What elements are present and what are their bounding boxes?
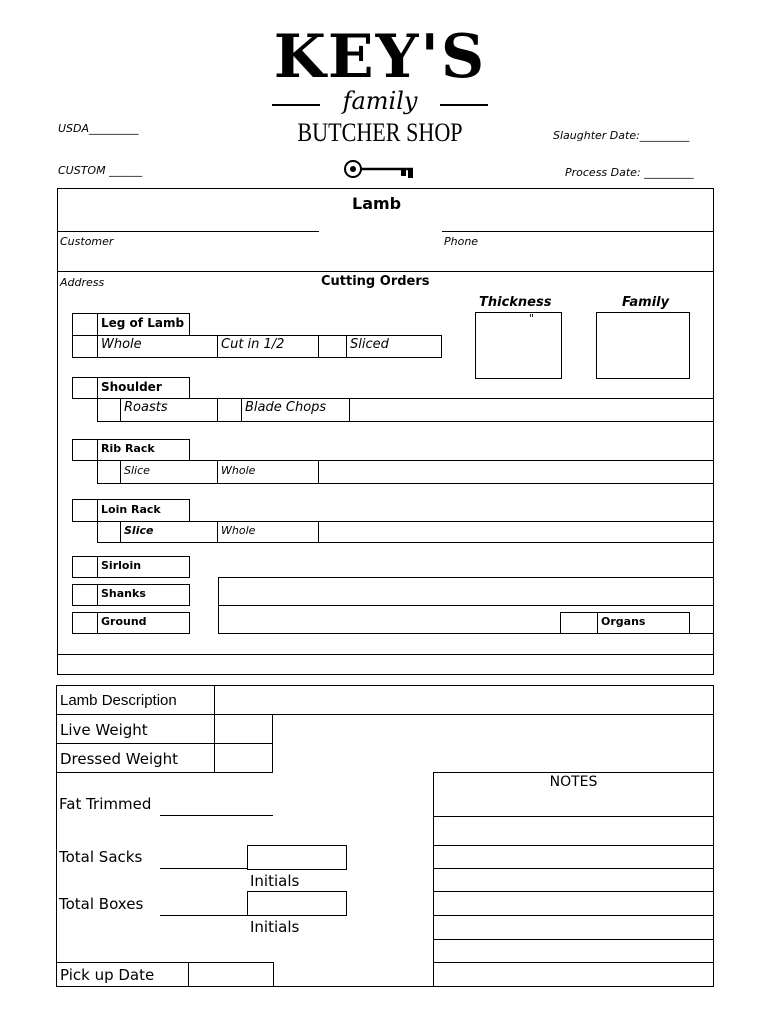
pickup-date-field[interactable] [188, 962, 274, 987]
dressed-weight-label: Dressed Weight [56, 743, 215, 773]
notes-label: NOTES [549, 774, 598, 790]
logo [260, 20, 500, 185]
live-weight-field[interactable] [214, 714, 273, 744]
leg-sliced-option[interactable]: Sliced [346, 335, 442, 358]
slaughter-date-field[interactable]: Slaughter Date:_________ [553, 129, 690, 142]
boxes-initials-label: Initials [250, 918, 300, 936]
total-boxes-line[interactable] [160, 915, 248, 916]
loin-notes[interactable] [318, 521, 714, 543]
shoulder-blade-checkbox[interactable] [217, 398, 242, 422]
rib-notes[interactable] [318, 460, 714, 484]
notes-line-1[interactable] [433, 816, 714, 817]
loin-label: Loin Rack [97, 499, 190, 522]
fat-trimmed-line[interactable] [160, 815, 273, 816]
notes-line-6[interactable] [433, 939, 714, 940]
form-title: Lamb [352, 194, 402, 213]
leg-checkbox[interactable] [72, 313, 98, 336]
phone-label: Phone [444, 235, 479, 248]
rib-label: Rib Rack [97, 439, 190, 461]
leg-sliced-checkbox[interactable] [318, 335, 347, 358]
notes-line-2[interactable] [433, 845, 714, 846]
shoulder-checkbox[interactable] [72, 377, 98, 399]
key-icon [343, 158, 419, 180]
total-sacks-label: Total Sacks [59, 848, 143, 866]
lamb-description-field[interactable] [214, 685, 714, 715]
shoulder-roasts-option[interactable]: Roasts [120, 398, 218, 422]
phone-line[interactable] [442, 231, 714, 232]
pickup-date-label: Pick up Date [56, 962, 189, 987]
loin-checkbox[interactable] [72, 499, 98, 522]
live-weight-label: Live Weight [56, 714, 215, 744]
leg-label: Leg of Lamb [97, 313, 190, 336]
thickness-label: Thickness [479, 295, 552, 310]
boxes-initials-box[interactable] [247, 891, 347, 916]
logo-rule-left [272, 104, 320, 106]
organs-checkbox[interactable] [560, 612, 598, 634]
rib-slice-checkbox[interactable] [97, 460, 121, 484]
logo-script: family [342, 87, 418, 115]
shoulder-label: Shoulder [97, 377, 190, 399]
organs-label: Organs [597, 612, 690, 634]
notes-line-7[interactable] [433, 962, 714, 963]
process-date-field[interactable]: Process Date: _________ [565, 166, 694, 179]
loin-slice-option[interactable]: Slice [120, 521, 218, 543]
leg-whole-checkbox[interactable] [72, 335, 98, 358]
total-sacks-line[interactable] [160, 868, 248, 869]
total-boxes-label: Total Boxes [59, 895, 144, 913]
cutting-orders-label: Cutting Orders [321, 274, 430, 289]
sirloin-checkbox[interactable] [72, 556, 98, 578]
thickness-mark: " [529, 312, 535, 325]
logo-brand: KEY'S [273, 22, 487, 92]
address-line[interactable] [57, 271, 714, 272]
shanks-label: Shanks [97, 584, 190, 606]
logo-sub: BUTCHER SHOP [297, 118, 463, 147]
fat-trimmed-label: Fat Trimmed [59, 795, 152, 813]
sacks-initials-box[interactable] [247, 845, 347, 870]
usda-field[interactable]: USDA_________ [58, 122, 139, 135]
address-label: Address [60, 276, 105, 289]
notes-box [433, 772, 714, 987]
leg-whole-option[interactable]: Whole [97, 335, 218, 358]
family-label: Family [622, 295, 670, 310]
thickness-box[interactable] [475, 312, 562, 379]
notes-line-4[interactable] [433, 891, 714, 892]
customer-label: Customer [60, 235, 114, 248]
ground-label: Ground [97, 612, 190, 634]
rib-checkbox[interactable] [72, 439, 98, 461]
shanks-checkbox[interactable] [72, 584, 98, 606]
family-box[interactable] [596, 312, 690, 379]
notes-line-3[interactable] [433, 868, 714, 869]
rib-slice-option[interactable]: Slice [120, 460, 218, 484]
shoulder-blade-option[interactable]: Blade Chops [241, 398, 350, 422]
ground-checkbox[interactable] [72, 612, 98, 634]
dressed-weight-field[interactable] [214, 743, 273, 773]
leg-cut-half-option[interactable]: Cut in 1/2 [217, 335, 319, 358]
rib-whole-option[interactable]: Whole [217, 460, 319, 484]
logo-rule-right [440, 104, 488, 106]
shoulder-notes[interactable] [349, 398, 714, 422]
form-divider [57, 654, 714, 655]
sirloin-label: Sirloin [97, 556, 190, 578]
loin-slice-checkbox[interactable] [97, 521, 121, 543]
lamb-description-label: Lamb Description [56, 685, 215, 715]
shoulder-roasts-checkbox[interactable] [97, 398, 121, 422]
loin-whole-option[interactable]: Whole [217, 521, 319, 543]
sacks-initials-label: Initials [250, 872, 300, 890]
customer-line[interactable] [57, 231, 319, 232]
custom-field[interactable]: CUSTOM ______ [58, 164, 143, 177]
extra-notes-1[interactable] [218, 577, 714, 606]
notes-line-5[interactable] [433, 915, 714, 916]
